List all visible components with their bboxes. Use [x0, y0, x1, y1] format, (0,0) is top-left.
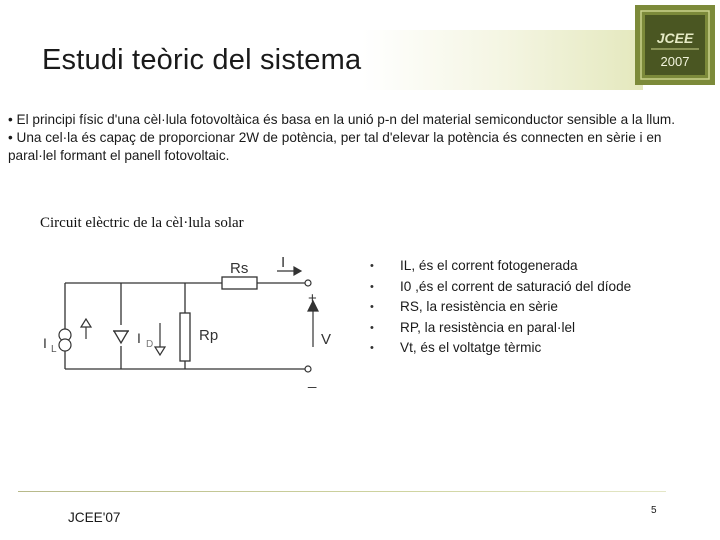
label-minus: _ — [308, 372, 317, 389]
paragraph-2: • Una cel·la és capaç de proporcionar 2W de potència, per tal d'elevar la potència és connecten en sèrie i en paral·lel formant el panell fotovoltaic. — [8, 130, 662, 163]
series-resistor-rs — [222, 277, 257, 289]
label-rs: Rs — [230, 260, 249, 277]
parallel-resistor-rp — [180, 313, 190, 361]
output-terminal-top — [305, 280, 311, 286]
footer-label: JCEE'07 — [68, 510, 121, 525]
slide-title: Estudi teòric del sistema — [42, 44, 362, 76]
legend-item-rs: • RS, la resistència en sèrie — [370, 297, 631, 318]
legend-item-i0: • I0 ,és el corrent de saturació del díode — [370, 277, 631, 298]
logo-year: 2007 — [660, 54, 690, 69]
circuit-title: Circuit elèctric de la cèl·lula solar — [40, 215, 244, 231]
intro-paragraphs — [8, 111, 698, 165]
label-rp: Rp — [199, 327, 219, 344]
solar-cell-circuit-diagram — [37, 251, 337, 406]
label-plus: + — [308, 290, 317, 307]
jcee-logo — [633, 3, 717, 87]
legend-item-vt: • Vt, és el voltatge tèrmic — [370, 338, 631, 359]
label-v: V — [321, 331, 332, 348]
legend-item-rp: • RP, la resistència en paral·lel — [370, 318, 631, 339]
footer-divider — [18, 491, 666, 492]
logo-text: JCEE — [656, 30, 694, 46]
label-il-sub: L — [51, 344, 57, 355]
parameter-legend — [370, 256, 631, 359]
page-number: 5 — [651, 505, 657, 516]
legend-item-il: • IL, és el corrent fotogenerada — [370, 256, 631, 277]
paragraph-1: • El principi físic d'una cèl·lula fotovoltàica és basa en la unió p-n del material semiconductor sensible a la llum. — [8, 112, 675, 127]
label-id-sub: D — [146, 339, 154, 350]
label-id-main: I — [137, 330, 141, 346]
label-i: I — [281, 254, 286, 271]
current-source-symbol — [59, 329, 71, 351]
label-il-main: I — [43, 335, 47, 351]
